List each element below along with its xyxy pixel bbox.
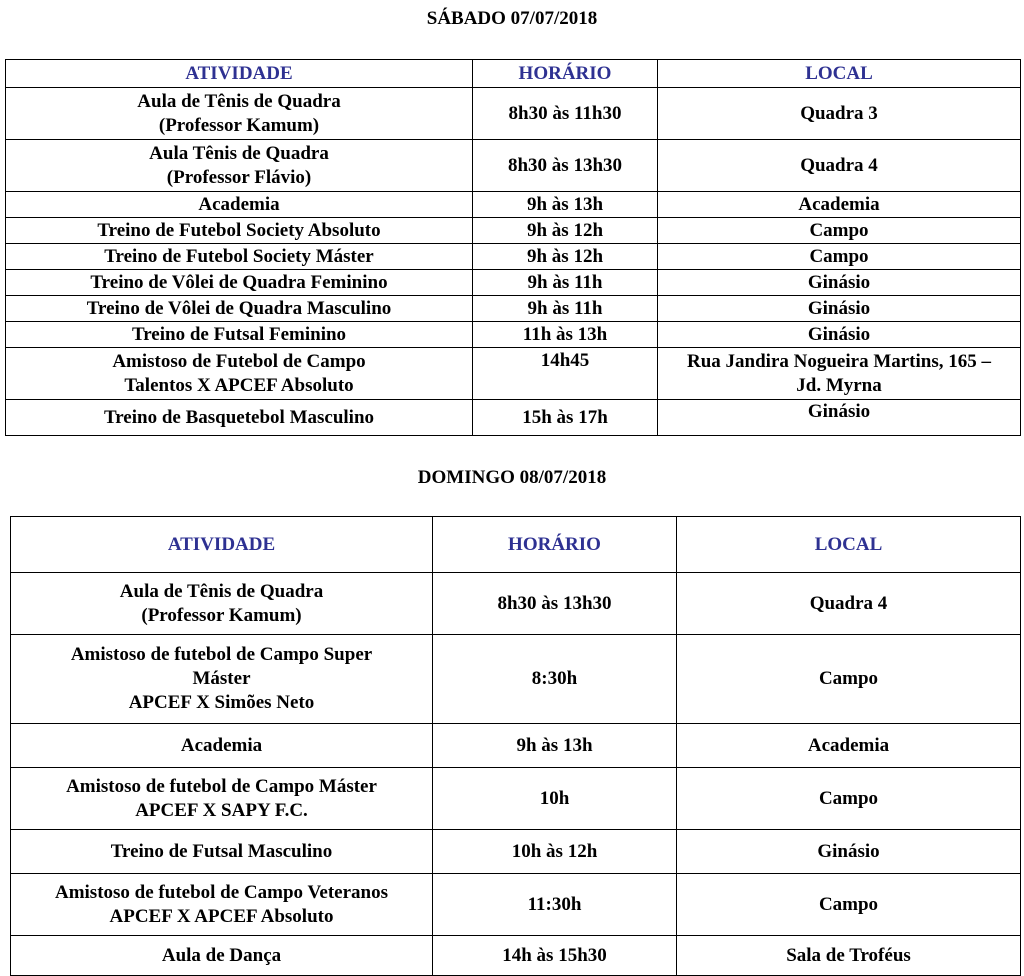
time-cell: 9h às 12h — [473, 244, 658, 270]
activity-cell: Treino de Futebol Society Absoluto — [6, 218, 473, 244]
table-row — [6, 348, 1021, 400]
table-row — [6, 244, 1021, 270]
sunday-schedule-table — [10, 516, 1021, 976]
time-cell: 9h às 13h — [473, 192, 658, 218]
time-cell: 8h30 às 13h30 — [473, 140, 658, 192]
location-cell: Quadra 4 — [658, 140, 1021, 192]
table-header-row — [11, 517, 1021, 573]
activity-cell: Aula de Tênis de Quadra (Professor Kamum) — [11, 573, 433, 635]
location-cell: Ginásio — [658, 270, 1021, 296]
table-row — [6, 296, 1021, 322]
table-row — [11, 768, 1021, 830]
activity-cell: Treino de Vôlei de Quadra Masculino — [6, 296, 473, 322]
activity-cell: Aula Tênis de Quadra (Professor Flávio) — [6, 140, 473, 192]
time-cell: 8:30h — [433, 635, 677, 724]
table-row — [11, 724, 1021, 768]
sunday-title: DOMINGO 08/07/2018 — [417, 467, 607, 488]
table-row — [11, 830, 1021, 874]
time-cell: 11h às 13h — [473, 322, 658, 348]
activity-cell: Treino de Futebol Society Máster — [6, 244, 473, 270]
activity-cell: Amistoso de futebol de Campo Máster APCEF X SAPY F.C. — [11, 768, 433, 830]
location-cell: Sala de Troféus — [677, 936, 1021, 976]
activity-cell: Amistoso de futebol de Campo Super Máster APCEF X Simões Neto — [11, 635, 433, 724]
location-cell: Rua Jandira Nogueira Martins, 165 – Jd. Myrna — [658, 348, 1021, 400]
location-cell: Academia — [677, 724, 1021, 768]
time-cell: 8h30 às 11h30 — [473, 88, 658, 140]
time-cell: 9h às 12h — [473, 218, 658, 244]
header-activity: ATIVIDADE — [11, 517, 433, 573]
location-cell: Campo — [677, 874, 1021, 936]
table-header-row — [6, 60, 1021, 88]
time-cell: 11:30h — [433, 874, 677, 936]
location-cell: Ginásio — [658, 322, 1021, 348]
activity-cell: Aula de Tênis de Quadra (Professor Kamum) — [6, 88, 473, 140]
time-cell: 15h às 17h — [473, 400, 658, 436]
location-cell: Campo — [677, 768, 1021, 830]
header-location: LOCAL — [677, 517, 1021, 573]
location-cell: Campo — [658, 218, 1021, 244]
activity-cell: Treino de Futsal Feminino — [6, 322, 473, 348]
activity-cell: Academia — [6, 192, 473, 218]
activity-cell: Treino de Basquetebol Masculino — [6, 400, 473, 436]
time-cell: 8h30 às 13h30 — [433, 573, 677, 635]
activity-cell: Amistoso de Futebol de Campo Talentos X APCEF Absoluto — [6, 348, 473, 400]
time-cell: 10h às 12h — [433, 830, 677, 874]
header-time: HORÁRIO — [473, 60, 658, 88]
activity-cell: Treino de Vôlei de Quadra Feminino — [6, 270, 473, 296]
time-cell: 9h às 11h — [473, 270, 658, 296]
table-row — [11, 874, 1021, 936]
table-row — [6, 270, 1021, 296]
saturday-schedule-table — [5, 59, 1021, 436]
activity-cell: Aula de Dança — [11, 936, 433, 976]
location-cell: Quadra 3 — [658, 88, 1021, 140]
header-time: HORÁRIO — [433, 517, 677, 573]
time-cell: 10h — [433, 768, 677, 830]
activity-cell: Academia — [11, 724, 433, 768]
table-row — [11, 573, 1021, 635]
location-cell: Campo — [658, 244, 1021, 270]
saturday-title: SÁBADO 07/07/2018 — [426, 8, 598, 29]
table-row — [11, 635, 1021, 724]
table-row — [6, 322, 1021, 348]
table-row — [6, 192, 1021, 218]
table-row — [11, 936, 1021, 976]
time-cell: 14h às 15h30 — [433, 936, 677, 976]
table-row — [6, 88, 1021, 140]
time-cell: 14h45 — [473, 348, 658, 400]
table-row — [6, 218, 1021, 244]
header-activity: ATIVIDADE — [6, 60, 473, 88]
activity-cell: Amistoso de futebol de Campo Veteranos APCEF X APCEF Absoluto — [11, 874, 433, 936]
location-cell: Ginásio — [658, 296, 1021, 322]
location-cell: Ginásio — [677, 830, 1021, 874]
time-cell: 9h às 13h — [433, 724, 677, 768]
table-row — [6, 400, 1021, 436]
header-location: LOCAL — [658, 60, 1021, 88]
location-cell: Ginásio — [658, 400, 1021, 436]
time-cell: 9h às 11h — [473, 296, 658, 322]
location-cell: Academia — [658, 192, 1021, 218]
location-cell: Quadra 4 — [677, 573, 1021, 635]
table-row — [6, 140, 1021, 192]
activity-cell: Treino de Futsal Masculino — [11, 830, 433, 874]
location-cell: Campo — [677, 635, 1021, 724]
